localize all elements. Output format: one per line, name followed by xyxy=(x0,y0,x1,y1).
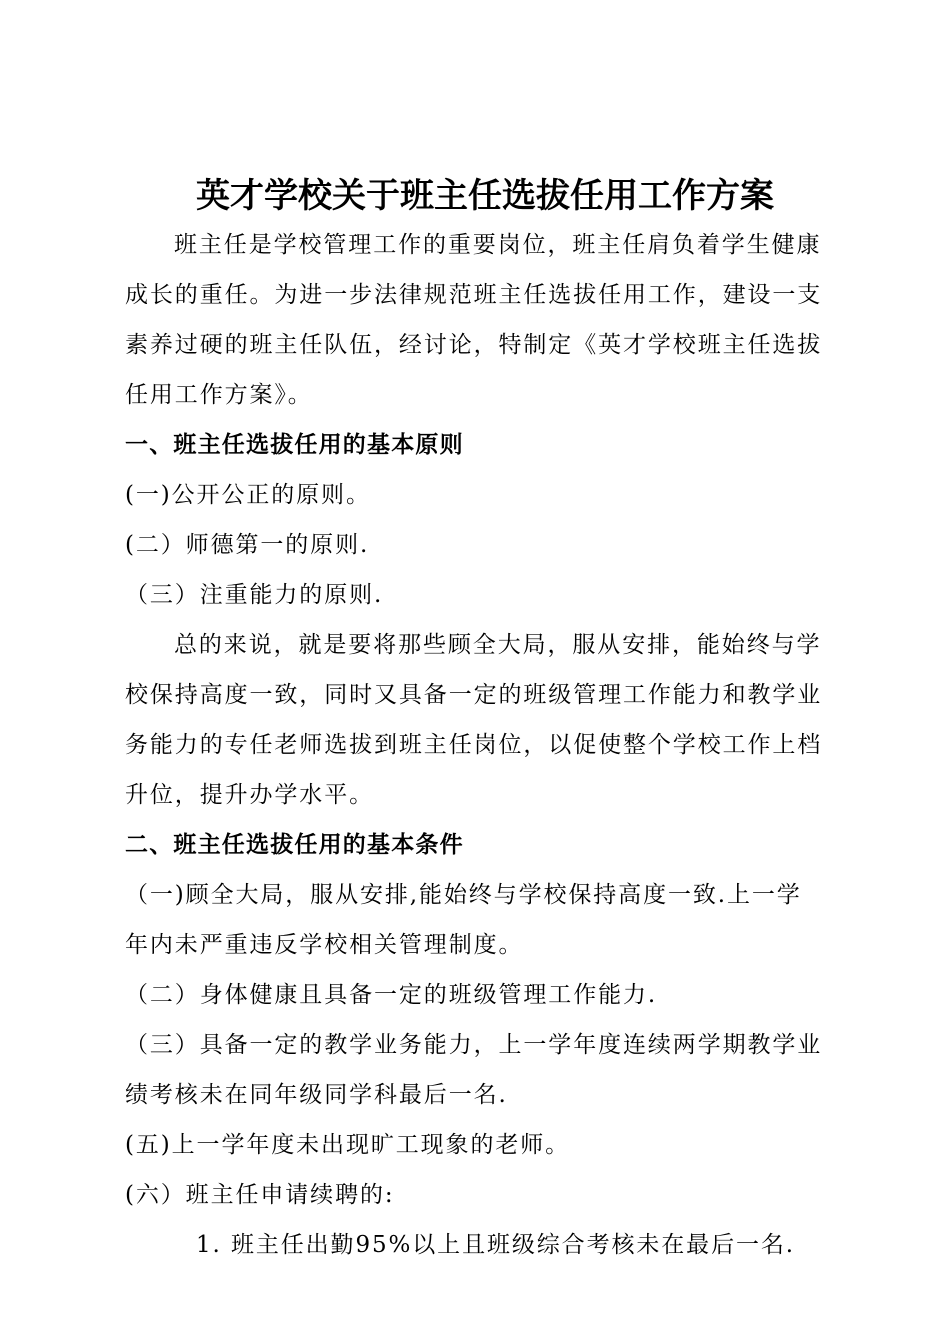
principle-item: (二）师德第一的原则. xyxy=(125,532,370,558)
intro-line: 成长的重任。为进一步法律规范班主任选拔任用工作，建设一支 xyxy=(125,282,823,308)
condition-line: （三）具备一定的教学业务能力，上一学年度连续两学期教学业 xyxy=(125,1032,823,1058)
principle-item: (一)公开公正的原则。 xyxy=(125,482,371,508)
intro-line: 素养过硬的班主任队伍，经讨论，特制定《英才学校班主任选拔 xyxy=(125,332,823,358)
condition-line: （二）身体健康且具备一定的班级管理工作能力. xyxy=(125,982,658,1008)
principle-item: （三）注重能力的原则. xyxy=(125,582,384,608)
condition-line: (六）班主任申请续聘的: xyxy=(125,1182,395,1208)
condition-subitem: 1. 班主任出勤95%以上且班级综合考核未在最后一名. xyxy=(196,1232,795,1258)
condition-line: (五)上一学年度未出现旷工现象的老师。 xyxy=(125,1132,571,1158)
summary-line: 升位，提升办学水平。 xyxy=(125,782,374,808)
intro-line: 任用工作方案》。 xyxy=(125,382,313,408)
summary-line: 校保持高度一致，同时又具备一定的班级管理工作能力和教学业 xyxy=(125,682,823,708)
intro-line: 班主任是学校管理工作的重要岗位，班主任肩负着学生健康 xyxy=(174,232,822,258)
document-title: 英才学校关于班主任选拔任用工作方案 xyxy=(196,176,774,216)
summary-line: 务能力的专任老师选拔到班主任岗位，以促使整个学校工作上档 xyxy=(125,732,823,758)
section-heading-2: 二、班主任选拔任用的基本条件 xyxy=(125,832,464,858)
condition-line: 年内未严重违反学校相关管理制度。 xyxy=(125,932,524,958)
summary-line: 总的来说，就是要将那些顾全大局，服从安排，能始终与学 xyxy=(174,632,822,658)
section-heading-1: 一、班主任选拔任用的基本原则 xyxy=(125,432,464,458)
condition-line: 绩考核未在同年级同学科最后一名. xyxy=(125,1082,508,1108)
condition-line: （一)顾全大局，服从安排,能始终与学校保持高度一致.上一学 xyxy=(125,882,802,908)
